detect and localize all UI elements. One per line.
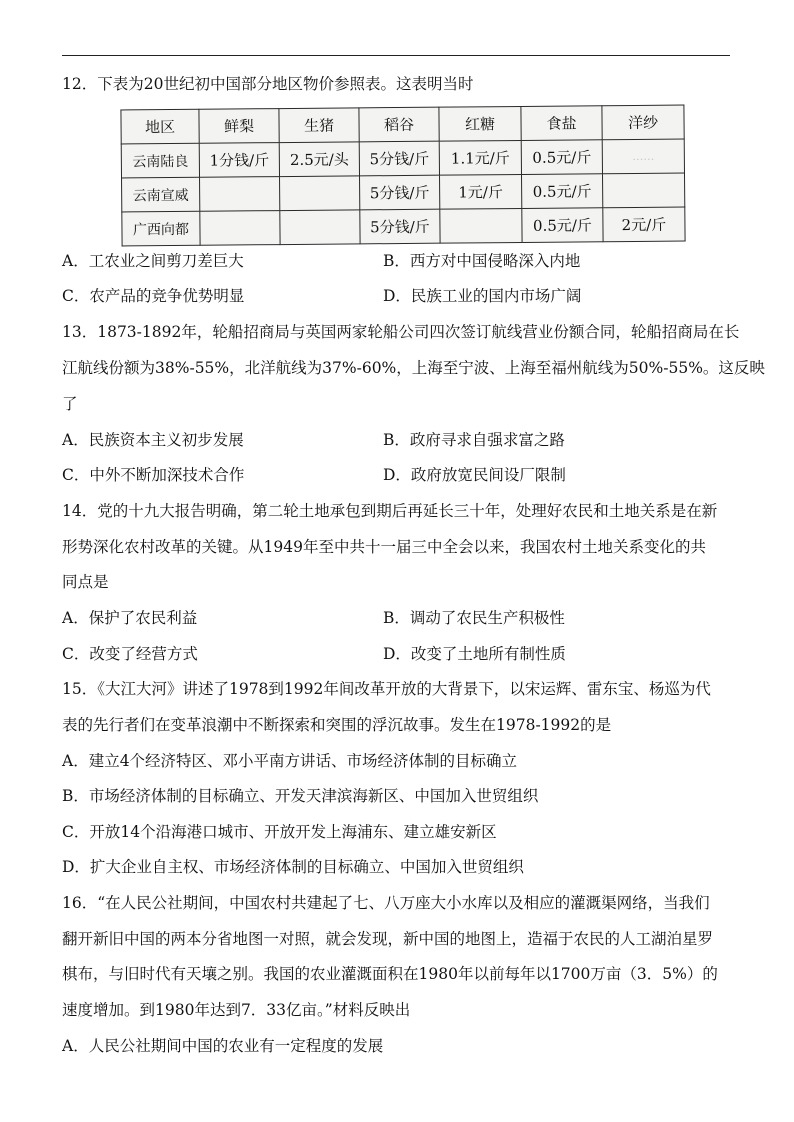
table-cell <box>200 211 280 246</box>
q14-option-b: B．调动了农民生产积极性 <box>383 609 565 627</box>
q15-option-d: D．扩大企业自主权、市场经济体制的目标确立、中国加入世贸组织 <box>62 858 524 876</box>
table-cell: 0.5元/斤 <box>521 140 602 175</box>
q15-option-a: A．建立4个经济特区、邓小平南方讲话、市场经济体制的目标确立 <box>62 752 518 770</box>
q12-option-c: C．农产品的竞争优势明显 <box>62 287 245 305</box>
q12-stem: 12．下表为20世纪初中国部分地区物价参照表。这表明当时 <box>62 75 474 93</box>
table-cell: 2.5元/头 <box>279 142 359 177</box>
table-row <box>121 139 684 178</box>
q13-stem-line: 了 <box>62 395 78 413</box>
q14-stem-line: 形势深化农村改革的关键。从1949年至中共十一届三中全会以来，我国农村土地关系变化的共 <box>62 538 706 556</box>
q13-option-d: D．政府放宽民间设厂限制 <box>383 466 566 484</box>
table-cell: 0.5元/斤 <box>522 208 603 243</box>
table-cell: 1元/斤 <box>440 174 522 209</box>
table-cell: 1分钱/斤 <box>199 143 279 178</box>
table-header-cell: 稻谷 <box>359 107 439 142</box>
table-cell: …… <box>602 139 684 174</box>
q14-option-d: D．改变了土地所有制性质 <box>383 645 566 663</box>
q13-stem-line: 13．1873-1892年，轮船招商局与英国两家轮船公司四次签订航线营业份额合同，轮船招商局在长 <box>62 323 740 341</box>
q13-stem-line: 江航线份额为38%-55%，北洋航线为37%-60%，上海至宁波、上海至福州航线为50%-55%。这反映 <box>62 359 765 377</box>
table-header-row <box>121 105 684 144</box>
table-header-cell: 鲜梨 <box>199 109 279 144</box>
table-cell: 5分钱/斤 <box>360 209 440 244</box>
table-cell: 云南陆良 <box>121 143 199 178</box>
table-row <box>122 207 685 246</box>
table-cell <box>280 176 360 211</box>
q15-option-c: C．开放14个沿海港口城市、开放开发上海浦东、建立雄安新区 <box>62 823 497 841</box>
q16-option-a: A．人民公社期间中国的农业有一定程度的发展 <box>62 1037 384 1055</box>
table-header-cell: 红糖 <box>439 106 521 141</box>
q14-option-a: A．保护了农民利益 <box>62 609 198 627</box>
table-header-cell: 食盐 <box>521 106 602 141</box>
q13-option-c: C．中外不断加深技术合作 <box>62 466 245 484</box>
table-cell: 广西向都 <box>122 211 200 246</box>
q16-stem-line: 速度增加。到1980年达到7．33亿亩。”材料反映出 <box>62 1001 411 1019</box>
table-cell: 5分钱/斤 <box>359 141 439 176</box>
header-rule <box>62 55 730 56</box>
q15-stem-line: 15．《大江大河》讲述了1978到1992年间改革开放的大背景下，以宋运辉、雷东宝、杨巡为代 <box>62 680 711 698</box>
q13-option-a: A．民族资本主义初步发展 <box>62 431 244 449</box>
table-cell: 5分钱/斤 <box>360 175 440 210</box>
table-cell: 2元/斤 <box>603 207 685 242</box>
q14-stem-line: 同点是 <box>62 573 109 591</box>
table-cell <box>280 210 360 245</box>
table-header-cell: 洋纱 <box>602 105 684 140</box>
table-cell <box>440 208 522 243</box>
q12-option-d: D．民族工业的国内市场广阔 <box>383 287 582 305</box>
price-table <box>120 105 684 246</box>
table-row <box>122 173 685 212</box>
q15-option-b: B．市场经济体制的目标确立、开发天津滨海新区、中国加入世贸组织 <box>62 787 539 805</box>
q14-option-c: C．改变了经营方式 <box>62 645 198 663</box>
q16-stem-line: 翻开新旧中国的两本分省地图一对照，就会发现，新中国的地图上，造福于农民的人工湖泊星罗 <box>62 930 714 948</box>
q16-stem-line: 16．“在人民公社期间，中国农村共建起了七、八万座大小水库以及相应的灌溉渠网络，当我们 <box>62 894 710 912</box>
q12-option-a: A．工农业之间剪刀差巨大 <box>62 252 244 270</box>
q15-stem-line: 表的先行者们在变革浪潮中不断探索和突围的浮沉故事。发生在1978-1992的是 <box>62 716 612 734</box>
table-cell: 0.5元/斤 <box>521 174 602 209</box>
table-cell: 1.1元/斤 <box>439 140 521 175</box>
table-cell <box>200 177 280 212</box>
q13-option-b: B．政府寻求自强求富之路 <box>383 431 565 449</box>
table-cell <box>602 173 684 208</box>
q12-option-b: B．西方对中国侵略深入内地 <box>383 252 581 270</box>
table-cell: 云南宣威 <box>122 177 200 212</box>
table-header-cell: 生猪 <box>279 108 359 143</box>
q14-stem-line: 14．党的十九大报告明确，第二轮土地承包到期后再延长三十年，处理好农民和土地关系是在新 <box>62 502 718 520</box>
q16-stem-line: 棋布，与旧时代有天壤之别。我国的农业灌溉面积在1980年以前每年以1700万亩（3．5%）的 <box>62 965 718 983</box>
table-header-cell: 地区 <box>121 109 199 144</box>
